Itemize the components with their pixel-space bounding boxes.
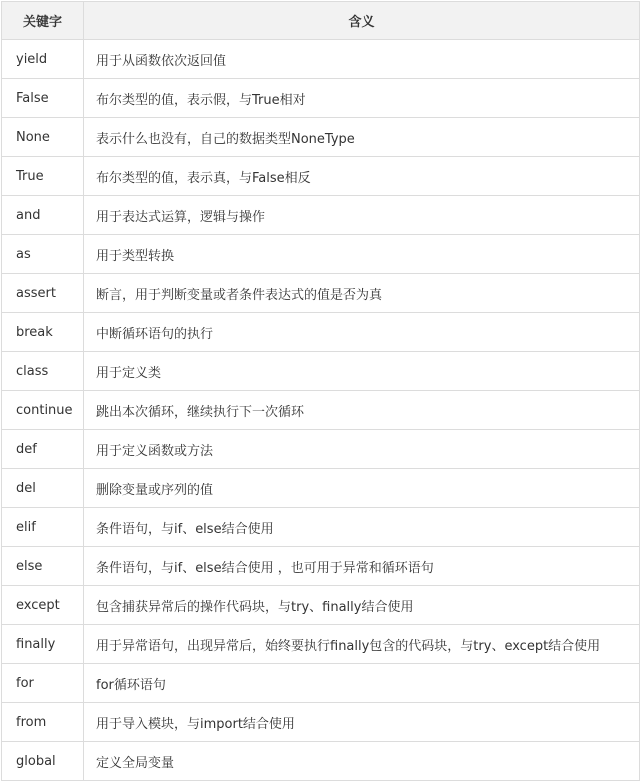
table-row xyxy=(2,742,640,781)
table-header-row xyxy=(2,2,640,40)
table-row xyxy=(2,586,640,625)
keyword-cell: as xyxy=(2,235,84,274)
keyword-cell: and xyxy=(2,196,84,235)
meaning-cell: 布尔类型的值，表示假，与True相对 xyxy=(84,79,640,118)
header-meaning: 含义 xyxy=(84,2,640,40)
keyword-cell: class xyxy=(2,352,84,391)
keyword-cell: else xyxy=(2,547,84,586)
table-row xyxy=(2,157,640,196)
meaning-cell: 用于从函数依次返回值 xyxy=(84,40,640,79)
keyword-cell: finally xyxy=(2,625,84,664)
meaning-cell: 用于异常语句，出现异常后，始终要执行finally包含的代码块，与try、except结合使用 xyxy=(84,625,640,664)
meaning-cell: 定义全局变量 xyxy=(84,742,640,781)
meaning-cell: 用于导入模块，与import结合使用 xyxy=(84,703,640,742)
table-row xyxy=(2,469,640,508)
table-row xyxy=(2,625,640,664)
meaning-cell: 表示什么也没有，自己的数据类型NoneType xyxy=(84,118,640,157)
keyword-cell: True xyxy=(2,157,84,196)
meaning-cell: 用于表达式运算，逻辑与操作 xyxy=(84,196,640,235)
table-row xyxy=(2,352,640,391)
table-row xyxy=(2,79,640,118)
meaning-cell: 中断循环语句的执行 xyxy=(84,313,640,352)
keyword-cell: False xyxy=(2,79,84,118)
table-row xyxy=(2,391,640,430)
meaning-cell: 用于定义类 xyxy=(84,352,640,391)
meaning-cell: 用于定义函数或方法 xyxy=(84,430,640,469)
meaning-cell: 断言，用于判断变量或者条件表达式的值是否为真 xyxy=(84,274,640,313)
meaning-cell: 用于类型转换 xyxy=(84,235,640,274)
table-row xyxy=(2,196,640,235)
meaning-cell: 删除变量或序列的值 xyxy=(84,469,640,508)
keyword-cell: def xyxy=(2,430,84,469)
table-row xyxy=(2,703,640,742)
table-row xyxy=(2,547,640,586)
meaning-cell: 跳出本次循环，继续执行下一次循环 xyxy=(84,391,640,430)
keyword-cell: for xyxy=(2,664,84,703)
meaning-cell: 条件语句，与if、else结合使用 ，也可用于异常和循环语句 xyxy=(84,547,640,586)
meaning-cell: 包含捕获异常后的操作代码块，与try、finally结合使用 xyxy=(84,586,640,625)
keyword-cell: None xyxy=(2,118,84,157)
meaning-cell: 条件语句，与if、else结合使用 xyxy=(84,508,640,547)
table-row xyxy=(2,664,640,703)
table-row xyxy=(2,274,640,313)
table-row xyxy=(2,235,640,274)
table-row xyxy=(2,430,640,469)
table-row xyxy=(2,313,640,352)
keyword-table xyxy=(1,1,640,781)
keyword-cell: yield xyxy=(2,40,84,79)
table-row xyxy=(2,508,640,547)
keyword-cell: from xyxy=(2,703,84,742)
keyword-cell: assert xyxy=(2,274,84,313)
header-keyword: 关键字 xyxy=(2,2,84,40)
keyword-cell: del xyxy=(2,469,84,508)
keyword-cell: continue xyxy=(2,391,84,430)
keyword-cell: except xyxy=(2,586,84,625)
meaning-cell: 布尔类型的值，表示真，与False相反 xyxy=(84,157,640,196)
keyword-cell: elif xyxy=(2,508,84,547)
meaning-cell: for循环语句 xyxy=(84,664,640,703)
keyword-cell: global xyxy=(2,742,84,781)
table-row xyxy=(2,118,640,157)
keyword-cell: break xyxy=(2,313,84,352)
table-row xyxy=(2,40,640,79)
